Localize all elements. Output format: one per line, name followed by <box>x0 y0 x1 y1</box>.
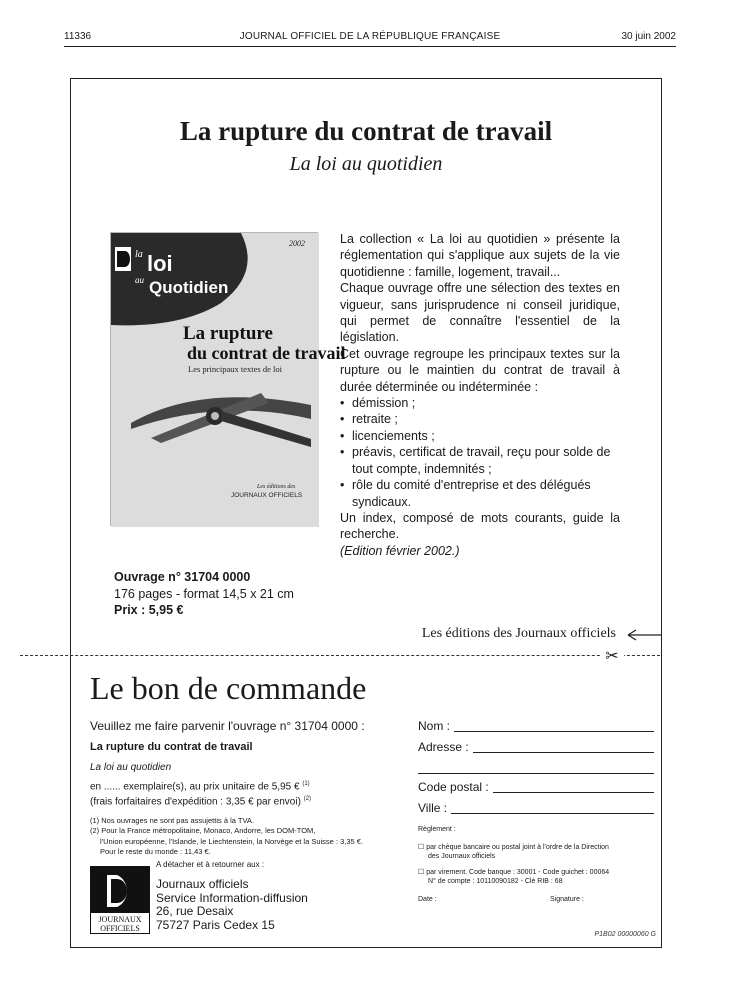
note-2-line3: Pour le reste du monde : 11,43 €. <box>100 847 211 857</box>
address-line: 26, rue Desaix <box>156 904 234 918</box>
book-details <box>114 569 294 619</box>
shipping-note-ref: (2) <box>303 796 312 803</box>
nom-field[interactable] <box>418 719 654 735</box>
description-paragraph: Un index, composé de mots courants, guide la recherche. <box>340 510 620 542</box>
payment-virement-option[interactable]: ☐ par virement. Code banque : 30001 - Code guichet : 00064 N° de compte : 10110090182 - Clé RIB : 68 <box>418 869 610 885</box>
quantity-note-ref: (1) <box>302 781 310 787</box>
address-line: Journaux officiels <box>156 877 249 891</box>
header-rule <box>64 46 676 47</box>
address-line: Service Information-diffusion <box>156 890 308 905</box>
page-header <box>64 31 676 45</box>
topics-list <box>340 395 620 510</box>
cut-line <box>20 655 660 656</box>
edition-note: (Edition février 2002.) <box>340 543 460 558</box>
order-collection: La loi au quotidien <box>90 762 172 773</box>
order-form-title: Le bon de commande <box>90 670 367 706</box>
return-address <box>156 878 308 932</box>
adresse-field[interactable] <box>418 740 654 756</box>
description-paragraph: La collection « La loi au quotidien » présente la réglementation qui s'applique aux sujets de la vie quotidienne : famille, logement, travail... <box>340 232 620 279</box>
payment-cheque-option[interactable]: ☐ par chèque bancaire ou postal joint à l'ordre de la Direction des Journaux officiels <box>418 844 609 860</box>
book-format: 176 pages - format 14,5 x 21 cm <box>114 586 294 601</box>
page-number: 11336 <box>64 31 92 42</box>
address-line: 75727 Paris Cedex 15 <box>156 917 275 932</box>
cover-brand-au: au <box>135 275 144 285</box>
ville-label: Ville : <box>418 801 451 815</box>
cover-publisher-line2: JOURNAUX OFFICIELS <box>231 492 303 499</box>
arrow-left-icon <box>624 627 662 643</box>
detach-instruction: A détacher et à retourner aux : <box>156 860 265 869</box>
form-reference: P1B02 00000060 G <box>594 931 656 938</box>
cover-tagline: Les principaux textes de loi <box>188 364 282 374</box>
list-item: • démission ; <box>340 395 620 411</box>
book-cover-art <box>111 233 346 527</box>
adresse-line2-field[interactable] <box>418 761 654 777</box>
list-item: • préavis, certificat de travail, reçu pour solde de tout compte, indemnités ; <box>340 444 620 477</box>
checkbox-icon[interactable]: ☐ <box>418 844 425 851</box>
nom-label: Nom : <box>418 719 454 733</box>
order-quantity-block <box>90 778 400 809</box>
list-item: • licenciements ; <box>340 428 620 444</box>
reglement-label: Règlement : <box>418 826 456 833</box>
jo-logo-mark <box>91 867 149 933</box>
journal-title: JOURNAL OFFICIEL DE LA RÉPUBLIQUE FRANÇAISE <box>239 31 501 42</box>
quantity-line: en ...... exemplaire(s), au prix unitaire de 5,95 € <box>90 781 300 793</box>
ad-title: La rupture du contrat de travail <box>179 116 553 146</box>
list-item: • retraite ; <box>340 411 620 427</box>
book-number: Ouvrage n° 31704 0000 <box>114 570 251 584</box>
journaux-officiels-logo <box>90 866 150 934</box>
book-description <box>340 231 620 559</box>
cover-title-line1: La rupture <box>183 323 273 344</box>
code-postal-label: Code postal : <box>418 780 493 794</box>
logo-line2: OFFICIELS <box>100 924 140 933</box>
order-request: Veuillez me faire parvenir l'ouvrage n° 31704 0000 : <box>90 719 365 733</box>
note-2-line2: l'Union européenne, l'Islande, le Liechtenstein, la Norvège et la Suisse : 3,35 €. <box>100 836 364 846</box>
cover-title-line2: du contrat de travail <box>187 343 346 363</box>
logo-line1: JOURNAUX <box>98 915 142 924</box>
cover-brand-loi: loi <box>147 251 173 276</box>
code-postal-field[interactable] <box>418 780 654 796</box>
checkbox-icon[interactable]: ☐ <box>418 869 425 876</box>
cover-year: 2002 <box>289 239 305 248</box>
note-2-line1: (2) Pour la France métropolitaine, Monaco, Andorre, les DOM-TOM, <box>90 826 316 836</box>
signature-label: Signature : <box>550 896 584 903</box>
description-paragraph: Chaque ouvrage offre une sélection des textes en vigueur, sans jurisprudence ni conseil juridique, qui permet de connaître l'essentiel de la législation. <box>340 281 620 345</box>
cover-publisher-line1: Les éditions des <box>257 484 296 490</box>
date-label: Date : <box>418 896 437 903</box>
note-1: (1) Nos ouvrages ne sont pas assujettis à la TVA. <box>90 815 254 825</box>
book-cover-image <box>110 232 346 526</box>
ad-subtitle: La loi au quotidien <box>289 153 443 175</box>
cover-brand-quotidien: Quotidien <box>149 278 229 297</box>
publisher-tagline: Les éditions des Journaux officiels <box>421 626 616 641</box>
issue-date: 30 juin 2002 <box>621 31 676 42</box>
description-paragraph: Cet ouvrage regroupe les principaux textes sur la rupture ou le maintien du contrat de travail à durée déterminée ou indéterminée : <box>340 346 620 394</box>
adresse-label: Adresse : <box>418 740 473 754</box>
shipping-line: (frais forfaitaires d'expédition : 3,35 € par envoi) <box>90 796 301 808</box>
ville-field[interactable] <box>418 801 654 817</box>
order-notes <box>90 816 400 858</box>
order-book-title: La rupture du contrat de travail <box>90 741 253 753</box>
book-price: Prix : 5,95 € <box>114 603 184 617</box>
cover-brand-la: la <box>135 249 143 260</box>
scissors-icon: ✂ <box>600 646 624 666</box>
list-item: • rôle du comité d'entreprise et des délégués syndicaux. <box>340 477 620 510</box>
order-form-left <box>90 719 400 858</box>
